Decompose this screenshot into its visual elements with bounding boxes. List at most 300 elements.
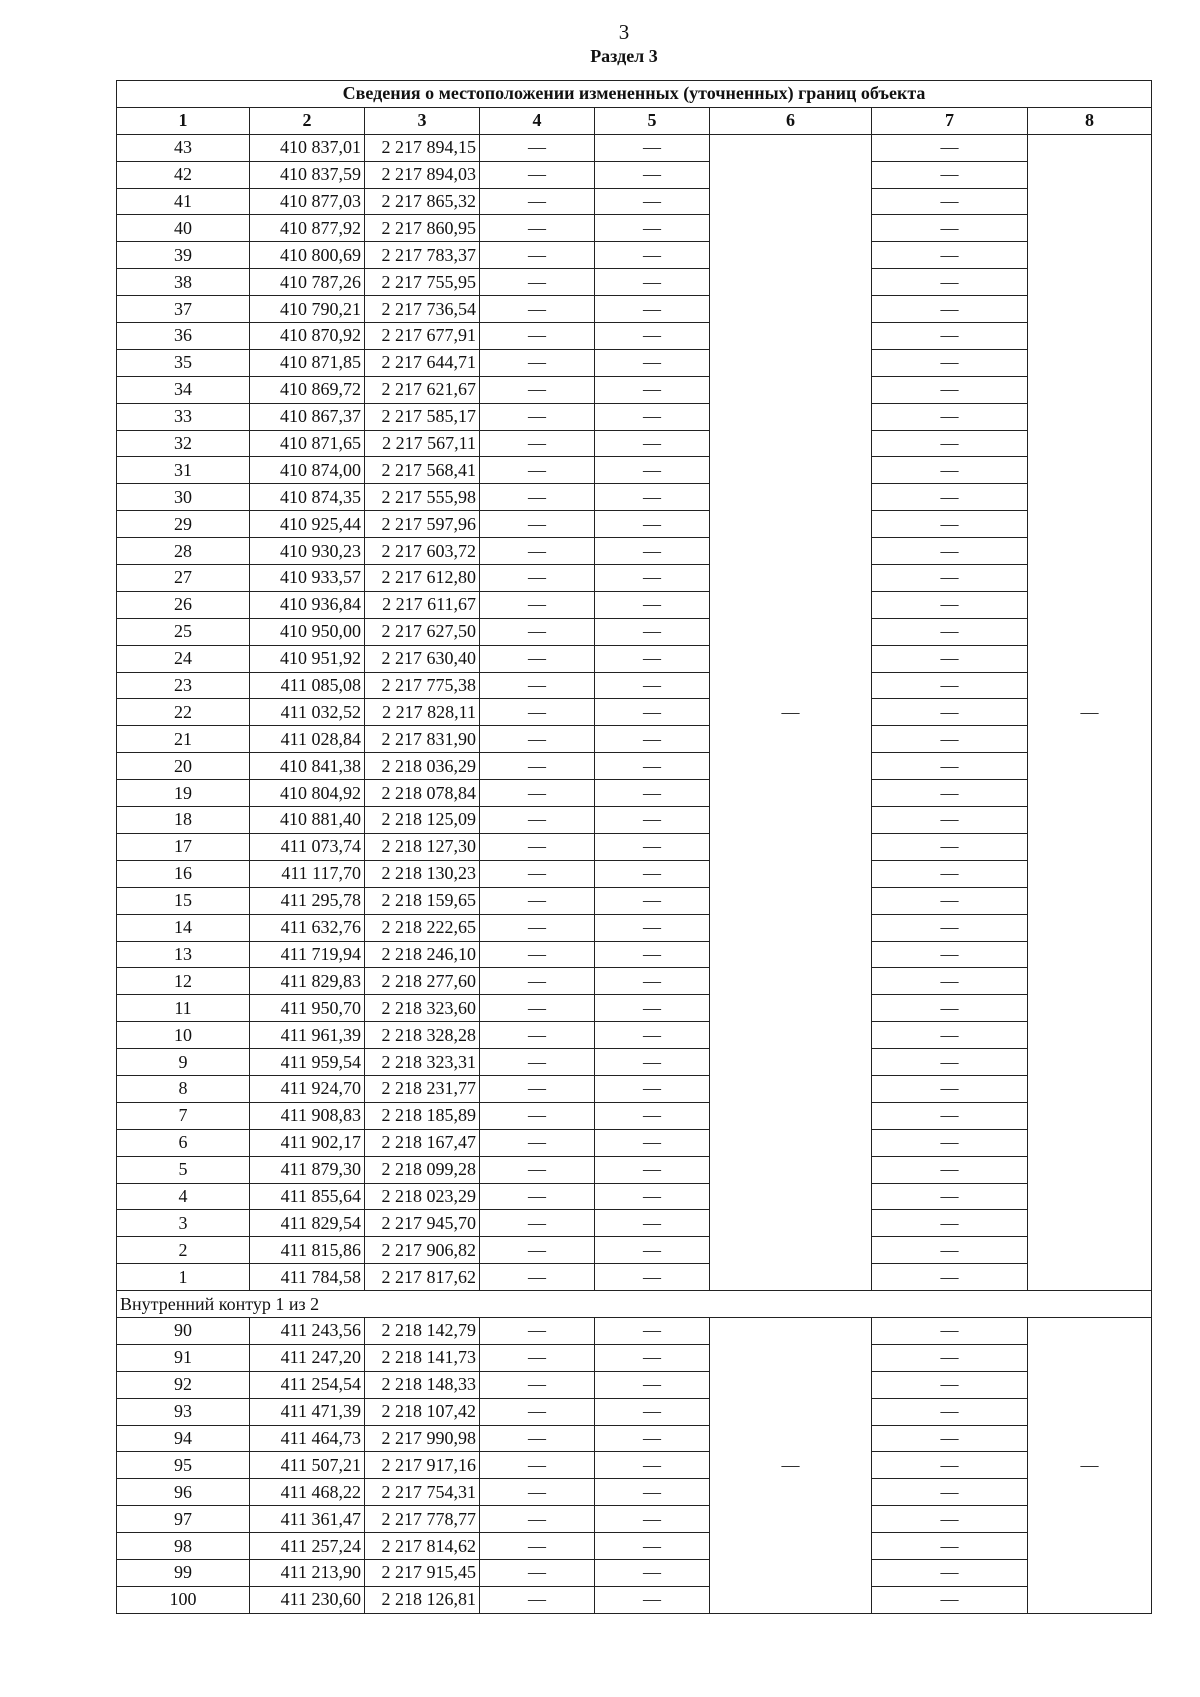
- column-number: 5: [595, 107, 710, 134]
- x-coordinate-cell: 411 028,84: [250, 726, 365, 753]
- point-number-cell: 29: [117, 511, 250, 538]
- point-number-cell: 92: [117, 1371, 250, 1398]
- y-coordinate-cell: 2 218 231,77: [365, 1075, 480, 1102]
- y-coordinate-cell: 2 217 831,90: [365, 726, 480, 753]
- table-row: [117, 968, 1152, 995]
- y-coordinate-cell: 2 218 246,10: [365, 941, 480, 968]
- dash-cell: —: [595, 1210, 710, 1237]
- dash-cell: —: [595, 1398, 710, 1425]
- table-row: [117, 1156, 1152, 1183]
- x-coordinate-cell: 411 361,47: [250, 1506, 365, 1533]
- dash-cell: —: [480, 1506, 595, 1533]
- dash-cell: —: [872, 484, 1028, 511]
- dash-cell: —: [595, 215, 710, 242]
- dash-cell: —: [872, 1022, 1028, 1049]
- dash-cell: —: [872, 1264, 1028, 1291]
- dash-cell: —: [595, 376, 710, 403]
- dash-cell: —: [872, 672, 1028, 699]
- dash-cell: —: [480, 565, 595, 592]
- y-coordinate-cell: 2 217 778,77: [365, 1506, 480, 1533]
- dash-cell: —: [480, 484, 595, 511]
- dash-cell: —: [872, 1075, 1028, 1102]
- dash-cell: —: [595, 349, 710, 376]
- dash-cell: —: [595, 484, 710, 511]
- dash-cell: —: [480, 1237, 595, 1264]
- dash-cell: —: [480, 887, 595, 914]
- dash-cell: —: [595, 1452, 710, 1479]
- dash-cell: —: [872, 323, 1028, 350]
- dash-cell: —: [595, 1371, 710, 1398]
- y-coordinate-cell: 2 217 644,71: [365, 349, 480, 376]
- point-number-cell: 25: [117, 618, 250, 645]
- dash-cell: —: [595, 591, 710, 618]
- dash-cell: —: [595, 645, 710, 672]
- y-coordinate-cell: 2 217 755,95: [365, 269, 480, 296]
- dash-cell: —: [872, 1317, 1028, 1344]
- dash-cell: —: [480, 1049, 595, 1076]
- table-row: [117, 1479, 1152, 1506]
- dash-cell: —: [480, 1102, 595, 1129]
- dash-cell: —: [480, 134, 595, 161]
- point-number-cell: 38: [117, 269, 250, 296]
- dash-cell: —: [872, 349, 1028, 376]
- x-coordinate-cell: 411 902,17: [250, 1129, 365, 1156]
- table-row: [117, 511, 1152, 538]
- dash-cell: —: [480, 1129, 595, 1156]
- y-coordinate-cell: 2 218 142,79: [365, 1317, 480, 1344]
- x-coordinate-cell: 411 073,74: [250, 833, 365, 860]
- dash-cell: —: [872, 833, 1028, 860]
- dash-cell: —: [872, 726, 1028, 753]
- dash-cell: —: [595, 1559, 710, 1586]
- dash-cell: —: [872, 995, 1028, 1022]
- y-coordinate-cell: 2 217 585,17: [365, 403, 480, 430]
- table-row: [117, 242, 1152, 269]
- y-coordinate-cell: 2 217 990,98: [365, 1425, 480, 1452]
- boundary-table: [116, 80, 1152, 1614]
- dash-cell: —: [480, 591, 595, 618]
- x-coordinate-cell: 410 841,38: [250, 753, 365, 780]
- point-number-cell: 15: [117, 887, 250, 914]
- point-number-cell: 30: [117, 484, 250, 511]
- dash-cell: —: [872, 1398, 1028, 1425]
- dash-cell: —: [595, 780, 710, 807]
- dash-cell: —: [595, 1183, 710, 1210]
- x-coordinate-cell: 411 961,39: [250, 1022, 365, 1049]
- dash-cell: —: [480, 1344, 595, 1371]
- dash-cell: —: [872, 1344, 1028, 1371]
- y-coordinate-cell: 2 217 860,95: [365, 215, 480, 242]
- x-coordinate-cell: 411 815,86: [250, 1237, 365, 1264]
- dash-cell: —: [480, 538, 595, 565]
- dash-cell: —: [595, 430, 710, 457]
- table-row: [117, 1317, 1152, 1344]
- table-row: [117, 1344, 1152, 1371]
- point-number-cell: 28: [117, 538, 250, 565]
- point-number-cell: 18: [117, 807, 250, 834]
- x-coordinate-cell: 411 471,39: [250, 1398, 365, 1425]
- table-row: [117, 134, 1152, 161]
- page-number: 3: [618, 20, 630, 44]
- point-number-cell: 20: [117, 753, 250, 780]
- dash-cell: —: [480, 914, 595, 941]
- dash-cell: —: [872, 242, 1028, 269]
- y-coordinate-cell: 2 218 277,60: [365, 968, 480, 995]
- point-number-cell: 34: [117, 376, 250, 403]
- dash-cell: —: [480, 430, 595, 457]
- y-coordinate-cell: 2 217 611,67: [365, 591, 480, 618]
- y-coordinate-cell: 2 217 894,15: [365, 134, 480, 161]
- x-coordinate-cell: 411 950,70: [250, 995, 365, 1022]
- dash-cell: —: [595, 1075, 710, 1102]
- dash-cell: —: [480, 1156, 595, 1183]
- y-coordinate-cell: 2 217 865,32: [365, 188, 480, 215]
- y-coordinate-cell: 2 217 775,38: [365, 672, 480, 699]
- dash-cell: —: [595, 1506, 710, 1533]
- dash-cell: —: [872, 1586, 1028, 1613]
- x-coordinate-cell: 410 936,84: [250, 591, 365, 618]
- y-coordinate-cell: 2 217 677,91: [365, 323, 480, 350]
- column-number: 6: [710, 107, 872, 134]
- x-coordinate-cell: 411 247,20: [250, 1344, 365, 1371]
- x-coordinate-cell: 411 085,08: [250, 672, 365, 699]
- dash-cell: —: [872, 1049, 1028, 1076]
- point-number-cell: 13: [117, 941, 250, 968]
- table-row: [117, 349, 1152, 376]
- x-coordinate-cell: 411 855,64: [250, 1183, 365, 1210]
- dash-cell: —: [595, 161, 710, 188]
- point-number-cell: 22: [117, 699, 250, 726]
- y-coordinate-cell: 2 218 323,31: [365, 1049, 480, 1076]
- column-number: 4: [480, 107, 595, 134]
- dash-cell: —: [872, 269, 1028, 296]
- point-number-cell: 90: [117, 1317, 250, 1344]
- y-coordinate-cell: 2 217 754,31: [365, 1479, 480, 1506]
- dash-cell: —: [480, 457, 595, 484]
- dash-cell: —: [872, 591, 1028, 618]
- dash-cell: —: [595, 753, 710, 780]
- table-row: [117, 457, 1152, 484]
- dash-cell: —: [480, 1398, 595, 1425]
- dash-cell: —: [872, 618, 1028, 645]
- y-coordinate-cell: 2 218 107,42: [365, 1398, 480, 1425]
- dash-cell: —: [872, 753, 1028, 780]
- dash-cell: —: [595, 1317, 710, 1344]
- table-row: [117, 887, 1152, 914]
- table-row: [117, 941, 1152, 968]
- point-number-cell: 8: [117, 1075, 250, 1102]
- x-coordinate-cell: 411 243,56: [250, 1317, 365, 1344]
- table-row: [117, 1022, 1152, 1049]
- y-coordinate-cell: 2 218 130,23: [365, 860, 480, 887]
- table-row: [117, 753, 1152, 780]
- x-coordinate-cell: 411 829,54: [250, 1210, 365, 1237]
- dash-cell: —: [872, 780, 1028, 807]
- y-coordinate-cell: 2 218 222,65: [365, 914, 480, 941]
- x-coordinate-cell: 410 874,35: [250, 484, 365, 511]
- point-number-cell: 94: [117, 1425, 250, 1452]
- dash-cell: —: [872, 1559, 1028, 1586]
- x-coordinate-cell: 410 871,65: [250, 430, 365, 457]
- y-coordinate-cell: 2 217 567,11: [365, 430, 480, 457]
- dash-cell: —: [595, 914, 710, 941]
- point-number-cell: 24: [117, 645, 250, 672]
- point-number-cell: 9: [117, 1049, 250, 1076]
- y-coordinate-cell: 2 217 917,16: [365, 1452, 480, 1479]
- dash-cell: —: [480, 860, 595, 887]
- x-coordinate-cell: 411 879,30: [250, 1156, 365, 1183]
- y-coordinate-cell: 2 218 167,47: [365, 1129, 480, 1156]
- table-row: [117, 1452, 1152, 1479]
- dash-cell: —: [480, 1586, 595, 1613]
- dash-cell: —: [595, 403, 710, 430]
- point-number-cell: 99: [117, 1559, 250, 1586]
- x-coordinate-cell: 410 951,92: [250, 645, 365, 672]
- x-coordinate-cell: 410 787,26: [250, 269, 365, 296]
- x-coordinate-cell: 410 870,92: [250, 323, 365, 350]
- x-coordinate-cell: 410 933,57: [250, 565, 365, 592]
- table-row: [117, 430, 1152, 457]
- x-coordinate-cell: 410 800,69: [250, 242, 365, 269]
- dash-cell: —: [872, 134, 1028, 161]
- dash-cell: —: [595, 242, 710, 269]
- y-coordinate-cell: 2 218 126,81: [365, 1586, 480, 1613]
- dash-cell: —: [480, 618, 595, 645]
- dash-cell: —: [595, 1022, 710, 1049]
- dash-cell: —: [480, 1559, 595, 1586]
- y-coordinate-cell: 2 217 597,96: [365, 511, 480, 538]
- dash-cell: —: [480, 807, 595, 834]
- table-row: [117, 1049, 1152, 1076]
- point-number-cell: 17: [117, 833, 250, 860]
- x-coordinate-cell: 411 908,83: [250, 1102, 365, 1129]
- dash-cell: —: [595, 1156, 710, 1183]
- dash-cell: —: [595, 941, 710, 968]
- dash-cell: —: [595, 188, 710, 215]
- dash-cell: —: [595, 538, 710, 565]
- point-number-cell: 41: [117, 188, 250, 215]
- y-coordinate-cell: 2 217 612,80: [365, 565, 480, 592]
- x-coordinate-cell: 411 257,24: [250, 1533, 365, 1560]
- dash-cell: —: [872, 565, 1028, 592]
- x-coordinate-cell: 411 032,52: [250, 699, 365, 726]
- dash-cell: —: [595, 1344, 710, 1371]
- merged-dash-cell: —: [1028, 134, 1152, 1290]
- contour-header-row: [117, 1291, 1152, 1318]
- x-coordinate-cell: 411 464,73: [250, 1425, 365, 1452]
- x-coordinate-cell: 410 877,92: [250, 215, 365, 242]
- point-number-cell: 93: [117, 1398, 250, 1425]
- point-number-cell: 14: [117, 914, 250, 941]
- y-coordinate-cell: 2 217 945,70: [365, 1210, 480, 1237]
- dash-cell: —: [595, 565, 710, 592]
- table-row: [117, 1129, 1152, 1156]
- table-row: [117, 1398, 1152, 1425]
- table-row: [117, 1102, 1152, 1129]
- dash-cell: —: [595, 269, 710, 296]
- dash-cell: —: [595, 1425, 710, 1452]
- y-coordinate-cell: 2 217 828,11: [365, 699, 480, 726]
- dash-cell: —: [595, 1237, 710, 1264]
- dash-cell: —: [480, 726, 595, 753]
- table-row: [117, 645, 1152, 672]
- dash-cell: —: [480, 323, 595, 350]
- dash-cell: —: [872, 296, 1028, 323]
- dash-cell: —: [872, 1129, 1028, 1156]
- table-row: [117, 269, 1152, 296]
- dash-cell: —: [872, 430, 1028, 457]
- dash-cell: —: [480, 1479, 595, 1506]
- y-coordinate-cell: 2 218 127,30: [365, 833, 480, 860]
- dash-cell: —: [872, 1506, 1028, 1533]
- dash-cell: —: [872, 1102, 1028, 1129]
- dash-cell: —: [872, 860, 1028, 887]
- point-number-cell: 4: [117, 1183, 250, 1210]
- dash-cell: —: [872, 1533, 1028, 1560]
- y-coordinate-cell: 2 218 036,29: [365, 753, 480, 780]
- dash-cell: —: [480, 1183, 595, 1210]
- point-number-cell: 97: [117, 1506, 250, 1533]
- table-row: [117, 484, 1152, 511]
- point-number-cell: 27: [117, 565, 250, 592]
- point-number-cell: 6: [117, 1129, 250, 1156]
- table-row: [117, 914, 1152, 941]
- table-row: [117, 1183, 1152, 1210]
- y-coordinate-cell: 2 217 814,62: [365, 1533, 480, 1560]
- table-row: [117, 296, 1152, 323]
- x-coordinate-cell: 411 117,70: [250, 860, 365, 887]
- table-row: [117, 565, 1152, 592]
- x-coordinate-cell: 411 784,58: [250, 1264, 365, 1291]
- table-row: [117, 215, 1152, 242]
- point-number-cell: 98: [117, 1533, 250, 1560]
- dash-cell: —: [480, 1533, 595, 1560]
- table-row: [117, 1210, 1152, 1237]
- point-number-cell: 96: [117, 1479, 250, 1506]
- dash-cell: —: [872, 538, 1028, 565]
- dash-cell: —: [872, 941, 1028, 968]
- y-coordinate-cell: 2 218 099,28: [365, 1156, 480, 1183]
- inner-contour-label: Внутренний контур 1 из 2: [117, 1291, 1152, 1318]
- dash-cell: —: [872, 376, 1028, 403]
- column-number: 3: [365, 107, 480, 134]
- dash-cell: —: [480, 1264, 595, 1291]
- y-coordinate-cell: 2 218 323,60: [365, 995, 480, 1022]
- table-row: [117, 1559, 1152, 1586]
- x-coordinate-cell: 411 924,70: [250, 1075, 365, 1102]
- y-coordinate-cell: 2 217 783,37: [365, 242, 480, 269]
- y-coordinate-cell: 2 217 555,98: [365, 484, 480, 511]
- y-coordinate-cell: 2 218 148,33: [365, 1371, 480, 1398]
- dash-cell: —: [480, 511, 595, 538]
- point-number-cell: 91: [117, 1344, 250, 1371]
- dash-cell: —: [595, 726, 710, 753]
- table-row: [117, 323, 1152, 350]
- dash-cell: —: [480, 699, 595, 726]
- dash-cell: —: [872, 1183, 1028, 1210]
- dash-cell: —: [595, 860, 710, 887]
- table-row: [117, 161, 1152, 188]
- point-number-cell: 37: [117, 296, 250, 323]
- y-coordinate-cell: 2 218 159,65: [365, 887, 480, 914]
- dash-cell: —: [480, 1210, 595, 1237]
- dash-cell: —: [480, 1425, 595, 1452]
- x-coordinate-cell: 411 829,83: [250, 968, 365, 995]
- table-caption: Сведения о местоположении измененных (уточненных) границ объекта: [117, 81, 1152, 108]
- x-coordinate-cell: 410 871,85: [250, 349, 365, 376]
- dash-cell: —: [595, 699, 710, 726]
- dash-cell: —: [872, 1156, 1028, 1183]
- dash-cell: —: [595, 1102, 710, 1129]
- y-coordinate-cell: 2 217 906,82: [365, 1237, 480, 1264]
- table-row: [117, 726, 1152, 753]
- table-row: [117, 1264, 1152, 1291]
- x-coordinate-cell: 410 950,00: [250, 618, 365, 645]
- x-coordinate-cell: 411 507,21: [250, 1452, 365, 1479]
- dash-cell: —: [595, 1479, 710, 1506]
- y-coordinate-cell: 2 218 328,28: [365, 1022, 480, 1049]
- table-row: [117, 188, 1152, 215]
- dash-cell: —: [480, 403, 595, 430]
- table-body: [117, 134, 1152, 1613]
- point-number-cell: 35: [117, 349, 250, 376]
- dash-cell: —: [595, 672, 710, 699]
- column-number: 2: [250, 107, 365, 134]
- x-coordinate-cell: 411 295,78: [250, 887, 365, 914]
- table-row: [117, 833, 1152, 860]
- dash-cell: —: [480, 1022, 595, 1049]
- dash-cell: —: [480, 995, 595, 1022]
- x-coordinate-cell: 410 867,37: [250, 403, 365, 430]
- y-coordinate-cell: 2 218 125,09: [365, 807, 480, 834]
- dash-cell: —: [480, 1371, 595, 1398]
- point-number-cell: 42: [117, 161, 250, 188]
- x-coordinate-cell: 410 869,72: [250, 376, 365, 403]
- dash-cell: —: [872, 968, 1028, 995]
- x-coordinate-cell: 410 874,00: [250, 457, 365, 484]
- dash-cell: —: [480, 672, 595, 699]
- merged-dash-cell: —: [710, 1317, 872, 1613]
- dash-cell: —: [872, 188, 1028, 215]
- dash-cell: —: [595, 1533, 710, 1560]
- point-number-cell: 2: [117, 1237, 250, 1264]
- table-row: [117, 1586, 1152, 1613]
- merged-dash-cell: —: [1028, 1317, 1152, 1613]
- y-coordinate-cell: 2 218 078,84: [365, 780, 480, 807]
- dash-cell: —: [872, 215, 1028, 242]
- x-coordinate-cell: 410 881,40: [250, 807, 365, 834]
- dash-cell: —: [480, 188, 595, 215]
- table-row: [117, 376, 1152, 403]
- column-number: 1: [117, 107, 250, 134]
- point-number-cell: 11: [117, 995, 250, 1022]
- x-coordinate-cell: 411 213,90: [250, 1559, 365, 1586]
- y-coordinate-cell: 2 217 630,40: [365, 645, 480, 672]
- point-number-cell: 21: [117, 726, 250, 753]
- dash-cell: —: [595, 1264, 710, 1291]
- x-coordinate-cell: 410 877,03: [250, 188, 365, 215]
- point-number-cell: 43: [117, 134, 250, 161]
- dash-cell: —: [480, 833, 595, 860]
- y-coordinate-cell: 2 217 894,03: [365, 161, 480, 188]
- dash-cell: —: [480, 645, 595, 672]
- dash-cell: —: [595, 887, 710, 914]
- dash-cell: —: [595, 323, 710, 350]
- y-coordinate-cell: 2 218 023,29: [365, 1183, 480, 1210]
- point-number-cell: 40: [117, 215, 250, 242]
- dash-cell: —: [872, 1210, 1028, 1237]
- dash-cell: —: [595, 1129, 710, 1156]
